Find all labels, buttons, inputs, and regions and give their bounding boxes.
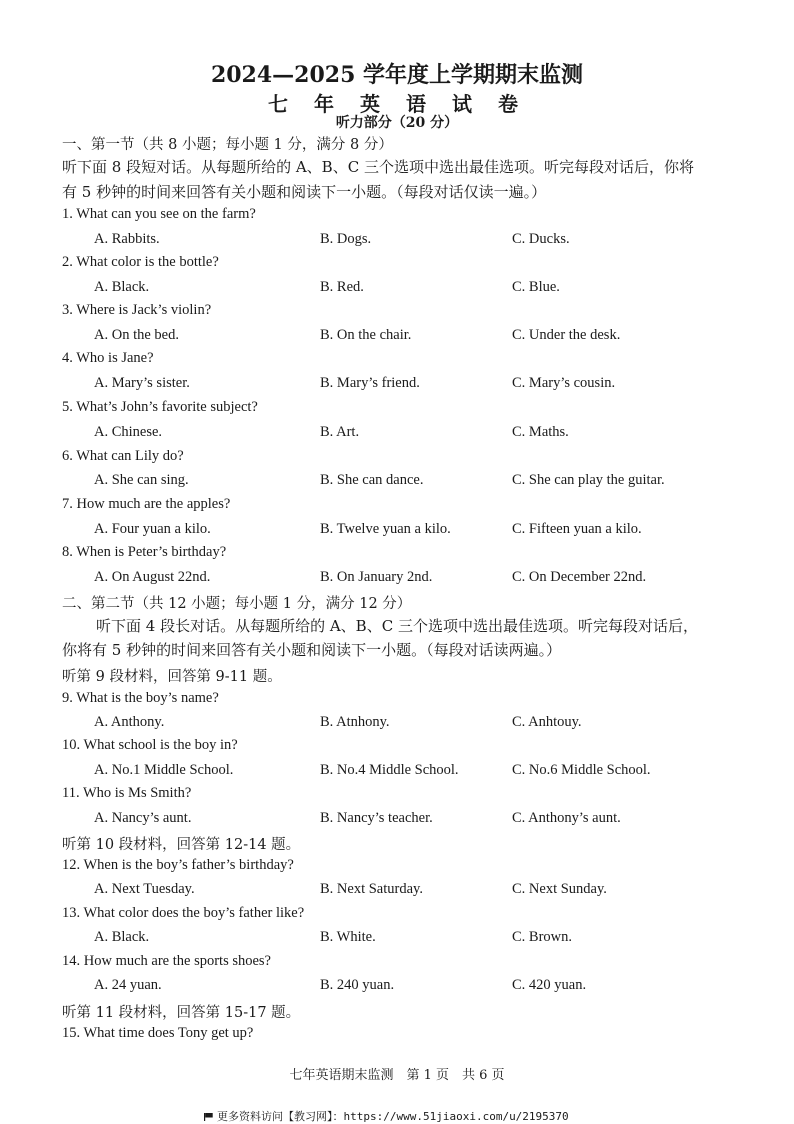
option-12b: B. Next Saturday. <box>320 881 423 897</box>
option-14c: C. 420 yuan. <box>512 977 587 993</box>
option-8c: C. On December 22nd. <box>512 569 647 585</box>
option-11b: B. Nancy’s teacher. <box>320 810 433 826</box>
flag-icon <box>204 1113 213 1121</box>
question-1: 1. What can you see on the farm? <box>62 206 256 222</box>
question-10: 10. What school is the boy in? <box>62 737 238 753</box>
question-6: 6. What can Lily do? <box>62 448 184 464</box>
part1-instruction-line2: 有 5 秒钟的时间来回答有关小题和阅读下一小题。（每段对话仅读一遍。） <box>62 183 547 201</box>
option-7c: C. Fifteen yuan a kilo. <box>512 521 642 537</box>
question-13: 13. What color does the boy’s father like? <box>62 905 305 921</box>
group-9-instruction: 听第 9 段材料，回答第 9-11 题。 <box>62 669 282 685</box>
option-9b: B. Atnhony. <box>320 714 390 730</box>
question-14: 14. How much are the sports shoes? <box>62 953 271 969</box>
option-8a: A. On August 22nd. <box>94 569 211 585</box>
option-5c: C. Maths. <box>512 424 569 440</box>
page-footer: 七年英语期末监测 第 1 页 共 6 页 <box>289 1068 505 1083</box>
option-6b: B. She can dance. <box>320 472 424 488</box>
option-6a: A. She can sing. <box>94 472 189 488</box>
group-10-instruction: 听第 10 段材料，回答第 12-14 题。 <box>62 837 301 853</box>
question-3: 3. Where is Jack’s violin? <box>62 302 212 318</box>
option-12a: A. Next Tuesday. <box>94 881 195 897</box>
option-5a: A. Chinese. <box>94 424 163 440</box>
option-13b: B. White. <box>320 929 376 945</box>
listening-heading: 听力部分（20 分） <box>335 115 459 131</box>
option-6c: C. She can play the guitar. <box>512 472 665 488</box>
option-13a: A. Black. <box>94 929 150 945</box>
question-15: 15. What time does Tony get up? <box>62 1025 254 1041</box>
option-11c: C. Anthony’s aunt. <box>512 810 621 826</box>
group-11-instruction: 听第 11 段材料，回答第 15-17 题。 <box>62 1005 301 1021</box>
option-5b: B. Art. <box>320 424 360 440</box>
option-2b: B. Red. <box>320 279 364 295</box>
question-11: 11. Who is Ms Smith? <box>62 785 192 801</box>
resource-link-text[interactable]: 更多资料访问【教习网】：https://www.51jiaoxi.com/u/2195370 <box>217 1110 569 1123</box>
option-2c: C. Blue. <box>512 279 560 295</box>
option-8b: B. On January 2nd. <box>320 569 433 585</box>
option-2a: A. Black. <box>94 279 150 295</box>
option-1c: C. Ducks. <box>512 231 570 247</box>
exam-subtitle: 七年英语试卷 <box>268 92 544 116</box>
option-10a: A. No.1 Middle School. <box>94 762 234 778</box>
question-7: 7. How much are the apples? <box>62 496 231 512</box>
resource-link[interactable] <box>204 1108 569 1124</box>
part1-heading: 一、第一节（共 8 小题；每小题 1 分，满分 8 分） <box>62 137 393 153</box>
option-1a: A. Rabbits. <box>94 231 160 247</box>
option-4c: C. Mary’s cousin. <box>512 375 616 391</box>
option-1b: B. Dogs. <box>320 231 372 247</box>
option-9c: C. Anhtouy. <box>512 714 582 730</box>
option-12c: C. Next Sunday. <box>512 881 607 897</box>
option-13c: C. Brown. <box>512 929 573 945</box>
option-3b: B. On the chair. <box>320 327 412 343</box>
question-4: 4. Who is Jane? <box>62 350 154 366</box>
option-14a: A. 24 yuan. <box>94 977 162 993</box>
option-10c: C. No.6 Middle School. <box>512 762 651 778</box>
question-8: 8. When is Peter’s birthday? <box>62 544 227 560</box>
part2-instruction-line2: 你将有 5 秒钟的时间来回答有关小题和阅读下一小题。（每段对话读两遍。） <box>62 641 562 659</box>
part1-instruction-line1: 听下面 8 段短对话。从每题所给的 A、B、C 三个选项中选出最佳选项。听完每段对话后，你将 <box>62 158 694 176</box>
question-12: 12. When is the boy’s father’s birthday? <box>62 857 294 873</box>
option-3a: A. On the bed. <box>94 327 179 343</box>
option-7a: A. Four yuan a kilo. <box>94 521 211 537</box>
option-14b: B. 240 yuan. <box>320 977 395 993</box>
question-9: 9. What is the boy’s name? <box>62 690 219 706</box>
option-7b: B. Twelve yuan a kilo. <box>320 521 451 537</box>
part2-heading: 二、第二节（共 12 小题；每小题 1 分，满分 12 分） <box>62 596 412 612</box>
question-2: 2. What color is the bottle? <box>62 254 219 270</box>
option-3c: C. Under the desk. <box>512 327 621 343</box>
question-5: 5. What’s John’s favorite subject? <box>62 399 258 415</box>
option-11a: A. Nancy’s aunt. <box>94 810 192 826</box>
exam-title: 2024—2025 学年度上学期期末监测 <box>210 62 584 88</box>
option-4b: B. Mary’s friend. <box>320 375 420 391</box>
part2-instruction-line1: 听下面 4 段长对话。从每题所给的 A、B、C 三个选项中选出最佳选项。听完每段对话后， <box>96 617 698 635</box>
option-9a: A. Anthony. <box>94 714 165 730</box>
option-10b: B. No.4 Middle School. <box>320 762 459 778</box>
option-4a: A. Mary’s sister. <box>94 375 190 391</box>
